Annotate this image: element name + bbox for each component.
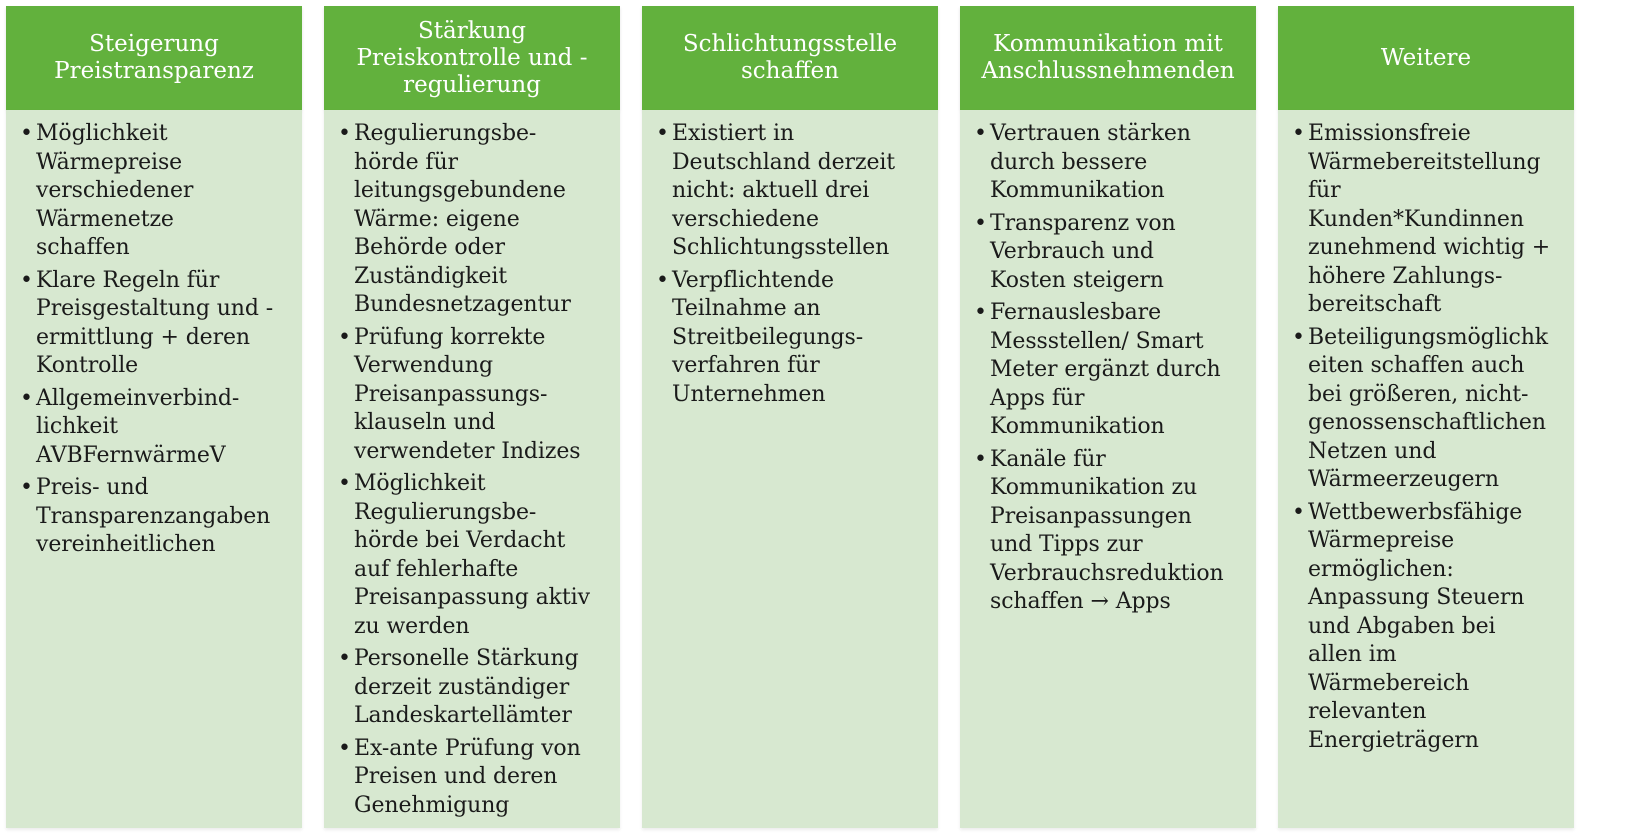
- list-item: [338, 735, 608, 821]
- column-kommunikation: [960, 6, 1256, 828]
- column-body: [960, 110, 1256, 828]
- item-text: Transparenz von Verbrauch und Kosten steigern: [990, 210, 1176, 293]
- item-list: [974, 120, 1244, 617]
- bullet-icon: •: [20, 475, 33, 500]
- item-text: Beteiligungsmöglichk eiten schaffen auch bei größeren, nicht- genossenschaftlichen Netzen und Wärmeerzeugern: [1308, 324, 1549, 492]
- bullet-icon: •: [974, 210, 987, 236]
- column-body: [6, 110, 302, 828]
- bullet-icon: •: [20, 385, 33, 411]
- bullet-icon: •: [974, 446, 987, 472]
- column-header: [324, 6, 620, 110]
- list-item: [1292, 324, 1562, 495]
- bullet-icon: •: [656, 121, 669, 146]
- list-item: [974, 120, 1244, 206]
- item-text: Verpflichtende Teilnahme an Streitbeilegungs- verfahren für Unternehmen: [672, 267, 864, 407]
- list-item: [656, 267, 926, 410]
- list-item: [974, 446, 1244, 617]
- item-list: [338, 120, 608, 820]
- column-weitere: [1278, 6, 1574, 828]
- list-item: [20, 267, 290, 381]
- bullet-icon: •: [20, 121, 33, 146]
- item-list: [20, 120, 290, 560]
- item-text: Preis- und Transparenzangaben vereinheitlichen: [36, 475, 271, 557]
- item-text: Möglichkeit Wärmepreise verschiedener Wärmenetze schaffen: [36, 121, 194, 260]
- list-item: [338, 645, 608, 731]
- list-item: [338, 324, 608, 467]
- item-text: Prüfung korrekte Verwendung Preisanpassungs- klauseln und verwendeter Indizes: [354, 324, 581, 464]
- column-header: [642, 6, 938, 110]
- list-item: [1292, 120, 1562, 320]
- item-text: Personelle Stärkung derzeit zuständiger Landeskartellämter: [354, 646, 579, 728]
- item-text: Vertrauen stärken durch bessere Kommunikation: [990, 121, 1191, 203]
- bullet-icon: •: [338, 121, 351, 146]
- item-list: [1292, 120, 1562, 755]
- item-text: Allgemeinverbind- lichkeit AVBFernwärmeV: [36, 385, 240, 468]
- list-item: [974, 299, 1244, 442]
- bullet-icon: •: [1292, 324, 1305, 350]
- column-title: Kommunikation mit Anschlussnehmenden: [981, 31, 1235, 84]
- item-text: Ex-ante Prüfung von Preisen und deren Genehmigung: [354, 735, 581, 818]
- column-preiskontrolle: [324, 6, 620, 828]
- column-header: [960, 6, 1256, 110]
- column-title: Steigerung Preistransparenz: [54, 31, 254, 84]
- list-item: [974, 210, 1244, 296]
- bullet-icon: •: [1292, 499, 1305, 525]
- bullet-icon: •: [338, 735, 351, 761]
- column-header: [6, 6, 302, 110]
- item-text: Klare Regeln für Preisgestaltung und - ermittlung + deren Kontrolle: [36, 267, 274, 378]
- item-text: Wettbewerbsfähige Wärmepreise ermöglichen: Anpassung Steuern und Abgaben bei allen im Wärmebereich relevanten Energieträgern: [1308, 499, 1525, 753]
- bullet-icon: •: [338, 471, 351, 496]
- column-title: Stärkung Preiskontrolle und - regulierung: [356, 17, 588, 98]
- bullet-icon: •: [656, 267, 669, 293]
- column-body: [1278, 110, 1574, 828]
- list-item: [338, 470, 608, 641]
- list-item: [338, 120, 608, 320]
- column-title: Schlichtungsstelle schaffen: [682, 31, 898, 84]
- list-item: [20, 385, 290, 471]
- bullet-icon: •: [1292, 121, 1305, 146]
- bullet-icon: •: [974, 300, 987, 325]
- column-body: [324, 110, 620, 828]
- item-text: Regulierungsbe- hörde für leitungsgebundene Wärme: eigene Behörde oder Zuständigkeit Bundesnetzagentur: [354, 121, 571, 317]
- column-preistransparenz: [6, 6, 302, 828]
- bullet-icon: •: [338, 324, 351, 350]
- item-text: Existiert in Deutschland derzeit nicht: aktuell drei verschiedene Schlichtungsstellen: [672, 121, 896, 260]
- column-header: [1278, 6, 1574, 110]
- list-item: [20, 120, 290, 263]
- item-text: Möglichkeit Regulierungsbe- hörde bei Verdacht auf fehlerhafte Preisanpassung aktiv zu werden: [354, 471, 590, 639]
- list-item: [1292, 499, 1562, 756]
- item-text: Emissionsfreie Wärmebereitstellung für Kunden*Kundinnen zunehmend wichtig + höhere Zahlungs- bereitschaft: [1308, 121, 1551, 317]
- column-title: Weitere: [1380, 44, 1472, 71]
- bullet-icon: •: [338, 646, 351, 671]
- list-item: [20, 474, 290, 560]
- bullet-icon: •: [974, 121, 987, 146]
- list-item: [656, 120, 926, 263]
- bullet-icon: •: [20, 267, 33, 293]
- column-body: [642, 110, 938, 828]
- item-text: Kanäle für Kommunikation zu Preisanpassungen und Tipps zur Verbrauchsreduktion schaffen → Apps: [990, 446, 1224, 614]
- item-list: [656, 120, 926, 409]
- item-text: Fernauslesbare Messstellen/ Smart Meter ergänzt durch Apps für Kommunikation: [990, 300, 1221, 439]
- column-schlichtungsstelle: [642, 6, 938, 828]
